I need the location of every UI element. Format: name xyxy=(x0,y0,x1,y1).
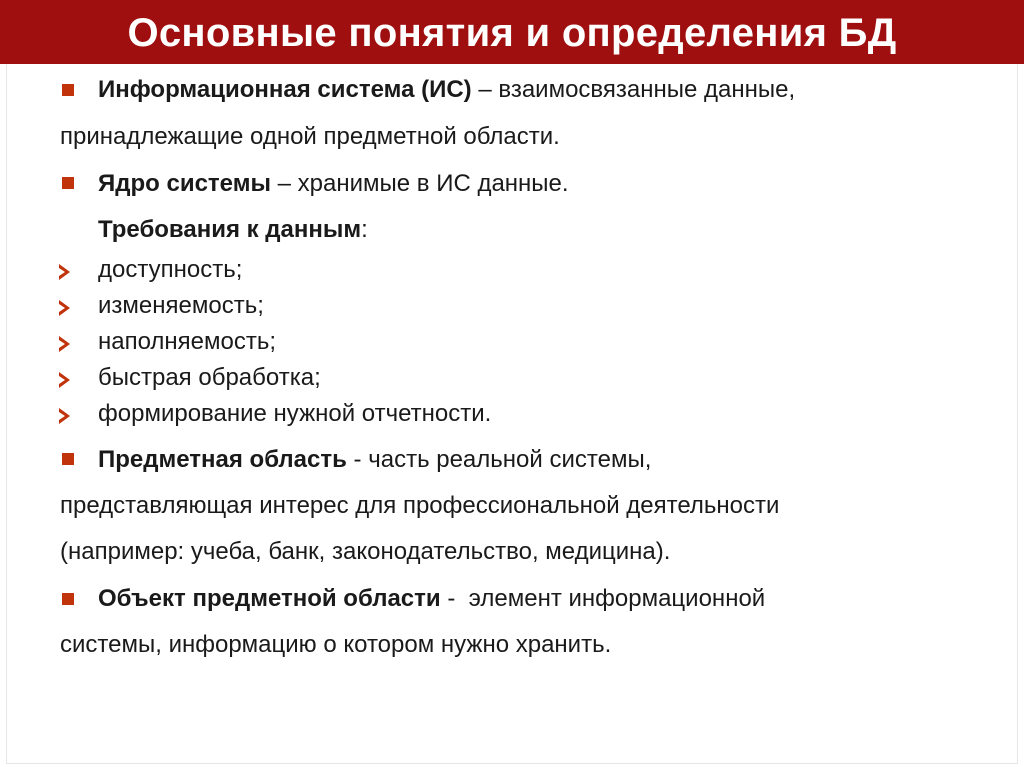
requirement-item: изменяемость; xyxy=(98,292,264,319)
arrow-bullet-icon xyxy=(58,298,72,318)
term-line-subject-area xyxy=(98,445,651,475)
title-bar xyxy=(0,0,1024,64)
requirements-colon: : xyxy=(361,216,368,243)
term-subject-area: Предметная область xyxy=(98,446,347,473)
square-bullet-icon xyxy=(62,177,74,189)
slide-title: Основные понятия и определения БД xyxy=(127,10,897,55)
requirements-label: Требования к данным xyxy=(98,216,362,243)
definition-continuation: принадлежащие одной предметной области. xyxy=(60,123,560,150)
requirement-item: наполняемость; xyxy=(98,328,277,355)
term-subject-object: Объект предметной области xyxy=(98,585,441,612)
term-line-system-core xyxy=(98,169,569,199)
definition-continuation: системы, информацию о котором нужно хранить. xyxy=(60,631,612,658)
definition-information-system: – взаимосвязанные данные, xyxy=(471,76,796,103)
term-information-system: Информационная система (ИС) xyxy=(98,76,472,103)
arrow-bullet-icon xyxy=(58,370,72,390)
requirement-item: доступность; xyxy=(98,256,243,283)
square-bullet-icon xyxy=(62,84,74,96)
term-system-core: Ядро системы xyxy=(98,170,271,197)
square-bullet-icon xyxy=(62,593,74,605)
arrow-bullet-icon xyxy=(58,406,72,426)
square-bullet-icon xyxy=(62,453,74,465)
definition-subject-object: - элемент информационной xyxy=(440,585,766,612)
definition-subject-area: - часть реальной системы, xyxy=(346,446,652,473)
arrow-bullet-icon xyxy=(58,334,72,354)
definition-system-core: – хранимые в ИС данные. xyxy=(270,170,569,197)
requirement-item: формирование нужной отчетности. xyxy=(98,400,492,427)
requirements-heading xyxy=(98,215,368,245)
definition-continuation: представляющая интерес для профессиональной деятельности xyxy=(60,492,780,519)
definition-continuation: (например: учеба, банк, законодательство, медицина). xyxy=(60,538,671,565)
term-line-subject-object xyxy=(98,584,765,614)
requirement-item: быстрая обработка; xyxy=(98,364,321,391)
term-line-information-system xyxy=(98,75,795,105)
arrow-bullet-icon xyxy=(58,262,72,282)
